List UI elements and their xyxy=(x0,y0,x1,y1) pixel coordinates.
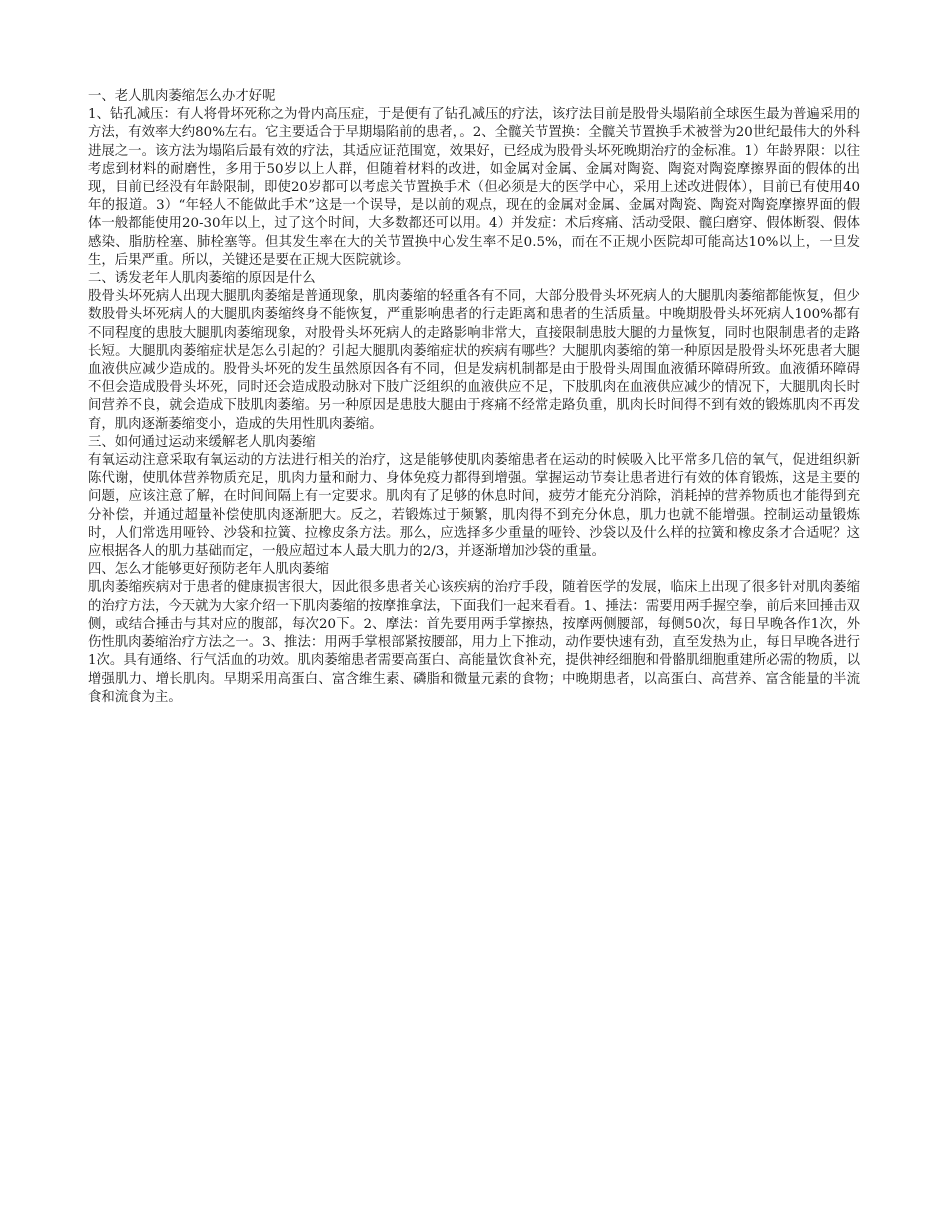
section-heading-4: 四、怎么才能够更好预防老年人肌肉萎缩 xyxy=(88,562,330,578)
section-heading-3: 三、如何通过运动来缓解老人肌肉萎缩 xyxy=(88,434,316,450)
section-paragraph-1: 1、钻孔减压：有人将骨坏死称之为骨内高压症，于是便有了钻孔减压的疗法，该疗法目前是股骨头塌陷前全球医生最为普遍采用的方法，有效率大约80%左右。它主要适合于早期塌陷前的患者，。2、全髋关节置换：全髋关节置换手术被誉为20世纪最伟大的外科进展之一。该方法为塌陷后最有效的疗法，其适应证范围宽，效果好，已经成为股骨头坏死晚期治疗的金标准。1）年龄界限：以往考虑到材料的耐磨性，多用于50岁以上人群，但随着材料的改进，如金属对金属、金属对陶瓷、陶瓷对陶瓷摩擦界面的假体的出现，目前已经没有年龄限制，即使20岁都可以考虑关节置换手术（但必须是大的医学中心，采用上述改进假体），目前已有使用40年的报道。3）“年轻人不能做此手术”这是一个误导，是以前的观点，现在的金属对金属、金属对陶瓷、陶瓷对陶瓷摩擦界面的假体一般都能使用20-30年以上，过了这个时间，大多数都还可以用。4）并发症：术后疼痛、活动受限、髋臼磨穿、假体断裂、假体感染、脂肪栓塞、肺栓塞等。但其发生率在大的关节置换中心发生率不足0.5%，而在不正规小医院却可能高达10%以上，一旦发生，后果严重。所以，关键还是要在正规大医院就诊。 xyxy=(88,107,860,268)
section-paragraph-3: 有氧运动注意采取有氧运动的方法进行相关的治疗，这是能够使肌肉萎缩患者在运动的时候吸入比平常多几倍的氧气，促进组织新陈代谢，使肌体营养物质充足，肌肉力量和耐力、身体免疫力都得到增强。掌握运动节奏让患者进行有效的体育锻炼，这是主要的问题，应该注意了解，在时间间隔上有一定要求。肌肉有了足够的休息时间，疲劳才能充分消除，消耗掉的营养物质也才能得到充分补偿，并通过超量补偿使肌肉逐渐肥大。反之，若锻炼过于频繁，肌肉得不到充分休息，肌力也就不能增强。控制运动量锻炼时，人们常选用哑铃、沙袋和拉簧、拉橡皮条方法。那么，应选择多少重量的哑铃、沙袋以及什么样的拉簧和橡皮条才合适呢？这应根据各人的肌力基础而定，一般应超过本人最大肌力的2/3，并逐渐增加沙袋的重量。 xyxy=(88,453,860,560)
section-heading-2: 二、诱发老年人肌肉萎缩的原因是什么 xyxy=(88,271,316,287)
section-paragraph-2: 股骨头坏死病人出现大腿肌肉萎缩是普通现象，肌肉萎缩的轻重各有不同，大部分股骨头坏死病人的大腿肌肉萎缩都能恢复，但少数股骨头坏死病人的大腿肌肉萎缩终身不能恢复，严重影响患者的行走距离和患者的生活质量。中晚期股骨头坏死病人100%都有不同程度的患肢大腿肌肉萎缩现象，对股骨头坏死病人的走路影响非常大，直接限制患肢大腿的力量恢复，同时也限制患者的走路长短。大腿肌肉萎缩症状是怎么引起的？引起大腿肌肉萎缩症状的疾病有哪些？大腿肌肉萎缩的第一种原因是股骨头坏死患者大腿血液供应减少造成的。股骨头坏死的发生虽然原因各有不同，但是发病机制都是由于股骨头周围血液循环障碍所致。血液循环障碍不但会造成股骨头坏死，同时还会造成股动脉对下肢广泛组织的血液供应不足，下肢肌肉在血液供应减少的情况下，大腿肌肉长时间营养不良，就会造成下肢肌肉萎缩。另一种原因是患肢大腿由于疼痛不经常走路负重，肌肉长时间得不到有效的锻炼肌肉不再发育，肌肉逐渐萎缩变小，造成的失用性肌肉萎缩。 xyxy=(88,289,860,432)
document-body xyxy=(88,88,860,707)
section-heading-1: 一、老人肌肉萎缩怎么办才好呢 xyxy=(88,89,276,104)
section-paragraph-4: 肌肉萎缩疾病对于患者的健康损害很大，因此很多患者关心该疾病的治疗手段，随着医学的发展，临床上出现了很多针对肌肉萎缩的治疗方法，今天就为大家介绍一下肌肉萎缩的按摩推拿法，下面我们一起来看看。1、捶法：需要用两手握空拳，前后来回捶击双侧，或结合捶击与其对应的腹部，每次20下。2、摩法：首先要用两手掌擦热，按摩两侧腰部，每侧50次，每日早晚各作1次，外伤性肌肉萎缩治疗方法之一。3、推法：用两手掌根部紧按腰部，用力上下推动，动作要快速有劲，直至发热为止，每日早晚各进行1次。具有通络、行气活血的功效。肌肉萎缩患者需要高蛋白、高能量饮食补充，提供神经细胞和骨骼肌细胞重建所必需的物质，以增强肌力、增长肌肉。早期采用高蛋白、富含维生素、磷脂和微量元素的食物；中晚期患者，以高蛋白、高营养、富含能量的半流食和流食为主。 xyxy=(88,580,860,705)
